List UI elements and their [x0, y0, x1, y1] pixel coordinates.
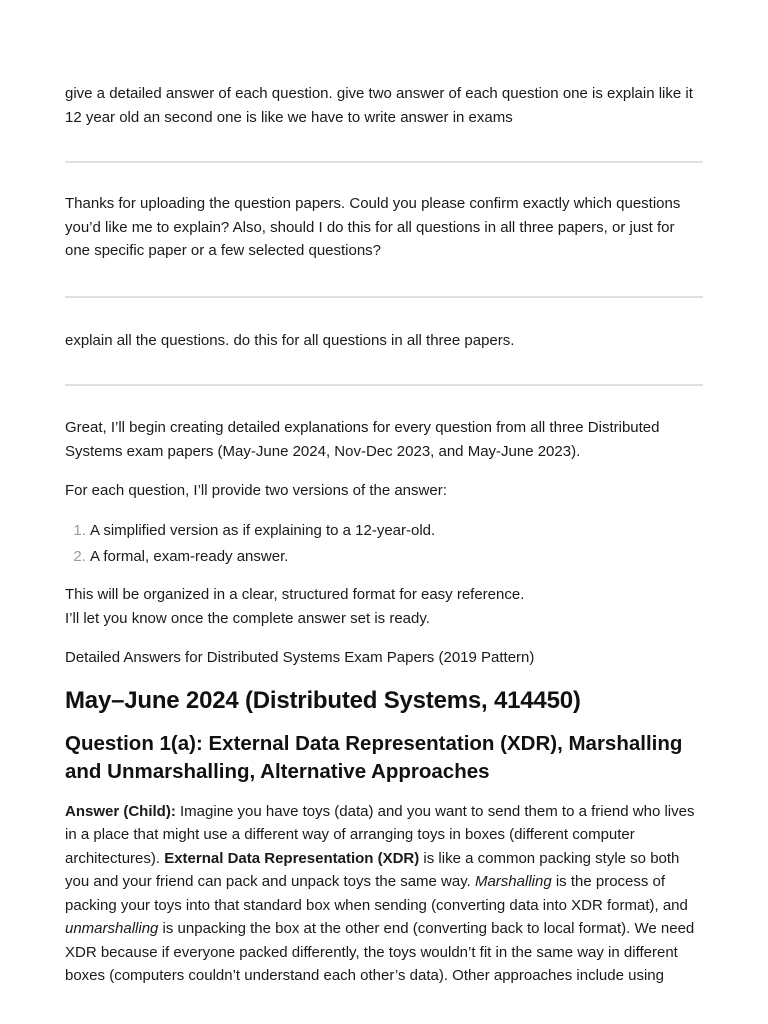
chat-transcript — [65, 82, 703, 988]
organize-line-1: This will be organized in a clear, structured format for easy reference. — [65, 586, 525, 603]
organize-line-2: I’ll let you know once the complete answer set is ready. — [65, 609, 430, 627]
section-heading: May–June 2024 (Distributed Systems, 414450) — [65, 686, 581, 714]
answer-term-marshalling: Marshalling — [474, 873, 552, 890]
answer-term-unmarshalling: unmarshalling — [65, 920, 159, 937]
user-message — [65, 82, 703, 161]
answer-label: Answer (Child): — [65, 802, 176, 820]
organize-note — [65, 583, 703, 630]
versions-list — [65, 519, 703, 569]
response-intro: Great, I’ll begin creating detailed explanations for every question from all three Distributed Systems exam papers (May-June 2024, Nov-Dec 2023, and May-June 2023). — [65, 419, 660, 460]
answer-child — [65, 800, 703, 988]
doc-title: Detailed Answers for Distributed Systems Exam Papers (2019 Pattern) — [65, 649, 535, 666]
answer-text: is like a common packing style so both you and your friend can pack and unpack toys the same way. — [65, 849, 680, 890]
list-item: 1. A simplified version as if explaining to a 12-year-old. — [90, 519, 703, 543]
user-message-text: give a detailed answer of each question. give two answer of each question one is explain like it 12 year old an second one is like we have to write answer in exams — [65, 85, 693, 126]
user-message — [65, 298, 703, 385]
answer-text: is unpacking the box at the other end (converting back to local format). We need XDR because if everyone packed differently, the toys wouldn’t fit in the same way in different boxes (computers couldn’t understand each other’s data). Other approaches include using — [65, 920, 695, 984]
versions-intro: For each question, I’ll provide two versions of the answer: — [65, 482, 447, 499]
answer-term-xdr: External Data Representation (XDR) — [164, 849, 420, 867]
assistant-message — [65, 163, 703, 296]
list-item: 2. A formal, exam-ready answer. — [90, 545, 703, 569]
answer-text: is the process of packing your toys into that standard box when sending (converting data into XDR format), and — [65, 873, 688, 914]
assistant-message-text: Thanks for uploading the question papers. Could you please confirm exactly which questions you’d like me to explain? Also, should I do this for all questions in all three papers, or just for one specific paper or a few selected questions? — [65, 195, 681, 259]
question-heading: Question 1(a): External Data Representation (XDR), Marshalling and Unmarshalling, Alternative Approaches — [65, 731, 683, 783]
answer-text: Imagine you have toys (data) and you want to send them to a friend who lives in a place that might use a different way of arranging toys in boxes (different computer architectures). — [65, 802, 695, 867]
user-message-text: explain all the questions. do this for all questions in all three papers. — [65, 331, 515, 349]
assistant-response — [65, 386, 703, 988]
